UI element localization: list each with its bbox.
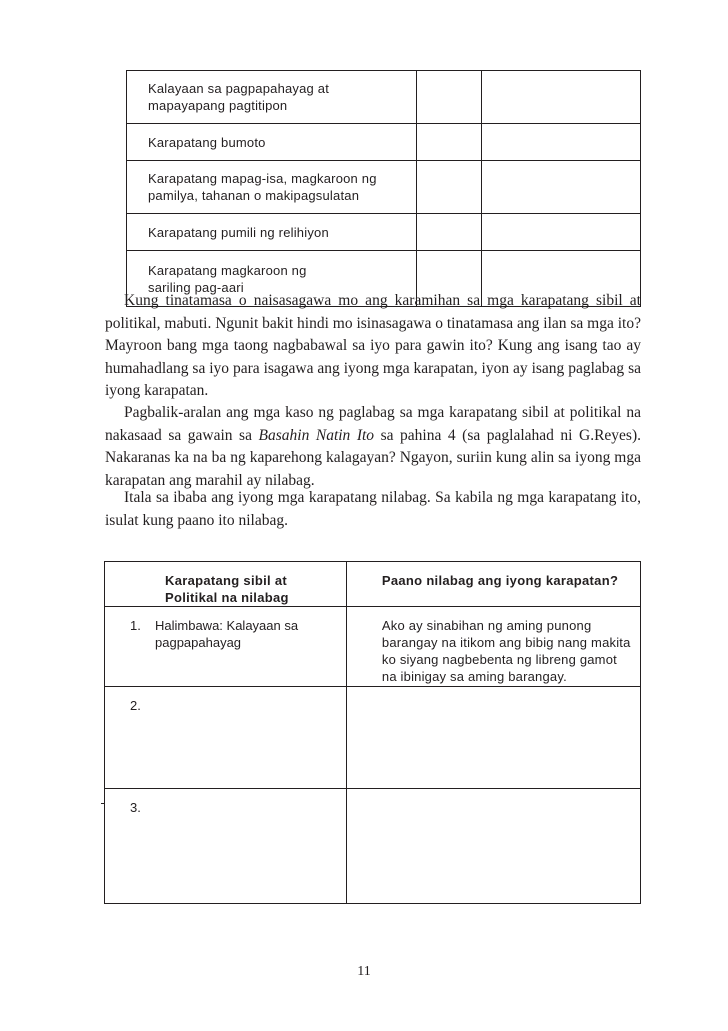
- header-left: Karapatang sibil at Politikal na nilabag: [105, 562, 347, 607]
- table-row: [127, 214, 641, 251]
- check-cell[interactable]: [481, 71, 640, 124]
- table-row: [105, 607, 641, 687]
- table-row: [127, 161, 641, 214]
- rights-table: [126, 70, 641, 307]
- violated-right-cell[interactable]: [105, 607, 347, 687]
- table-row: [105, 687, 641, 789]
- row-number: 3.: [130, 800, 141, 815]
- paragraph-3: [105, 487, 641, 532]
- table-row: [127, 124, 641, 161]
- activity-title: Basahin Natin Ito: [258, 426, 375, 444]
- check-cell[interactable]: [481, 124, 640, 161]
- header-right: Paano nilabag ang iyong karapatan?: [346, 562, 640, 607]
- violation-description-cell[interactable]: [346, 607, 640, 687]
- violations-table: [104, 561, 641, 904]
- check-cell[interactable]: [416, 161, 481, 214]
- paragraph-2: [105, 402, 641, 492]
- check-cell[interactable]: [481, 214, 640, 251]
- check-cell[interactable]: [416, 71, 481, 124]
- right-label: Kalayaan sa pagpapahayag at mapayapang pagtitipon: [127, 71, 417, 124]
- violated-right-cell[interactable]: [105, 789, 347, 904]
- example-description: Ako ay sinabihan ng aming punong barangay na itikom ang bibig nang makita ko siyang nagbebenta ng libreng gamot na ibinigay sa aming barangay.: [381, 618, 631, 684]
- violated-right-cell[interactable]: [105, 687, 347, 789]
- page-number: 11: [357, 964, 371, 979]
- right-label: Karapatang magkaroon ng sariling pag-aari: [127, 251, 417, 307]
- table-row: [127, 71, 641, 124]
- paragraph-3-text: Itala sa ibaba ang iyong mga karapatang nilabag. Sa kabila ng mga karapatang ito, isulat kung paano ito nilabag.: [105, 489, 641, 529]
- paragraph-1-text: Kung tinatamasa o naisasagawa mo ang karamihan sa mga karapatang sibil at politikal, mabuti. Ngunit bakit hindi mo isinasagawa o tinatamasa ang ilan sa mga ito? Mayroon bang mga taong nagbabawal sa iyo para gawin ito? Kung ang isang tao ay humahadlang sa iyo para isagawa ang iyong mga karapatan, iyon ay isang paglabag sa iyong karapatan.: [105, 292, 641, 399]
- answer-text[interactable]: [347, 687, 640, 697]
- header-row: [105, 562, 641, 607]
- check-cell[interactable]: [416, 124, 481, 161]
- table-row: [105, 789, 641, 904]
- paragraph-2-text-end: sa pahina 4 (sa paglalahad ni G.Reyes). Nakaranas ka na ba ng kaparehong kalagayan? Ngayon, suriin kung alin sa iyong mga karapatan ang marahil ay nilabag.: [105, 426, 641, 489]
- violation-description-cell[interactable]: [346, 687, 640, 789]
- margin-mark: [101, 803, 105, 804]
- paragraph-2-text: Pagbalik-aralan ang mga kaso ng paglabag sa mga karapatang sibil at politikal na nakasaad sa gawain sa: [105, 404, 641, 444]
- row-number: 2.: [130, 698, 141, 713]
- answer-text[interactable]: [347, 789, 640, 799]
- check-cell[interactable]: [481, 161, 640, 214]
- check-cell[interactable]: [416, 214, 481, 251]
- right-label: Karapatang bumoto: [127, 124, 417, 161]
- right-label: Karapatang pumili ng relihiyon: [127, 214, 417, 251]
- example-right: Halimbawa: Kalayaan sa pagpapahayag: [155, 618, 299, 650]
- violation-description-cell[interactable]: [346, 789, 640, 904]
- right-label: Karapatang mapag-isa, magkaroon ng pamilya, tahanan o makipagsulatan: [127, 161, 417, 214]
- row-number: 1.: [130, 618, 141, 633]
- paragraph-1: [105, 290, 641, 403]
